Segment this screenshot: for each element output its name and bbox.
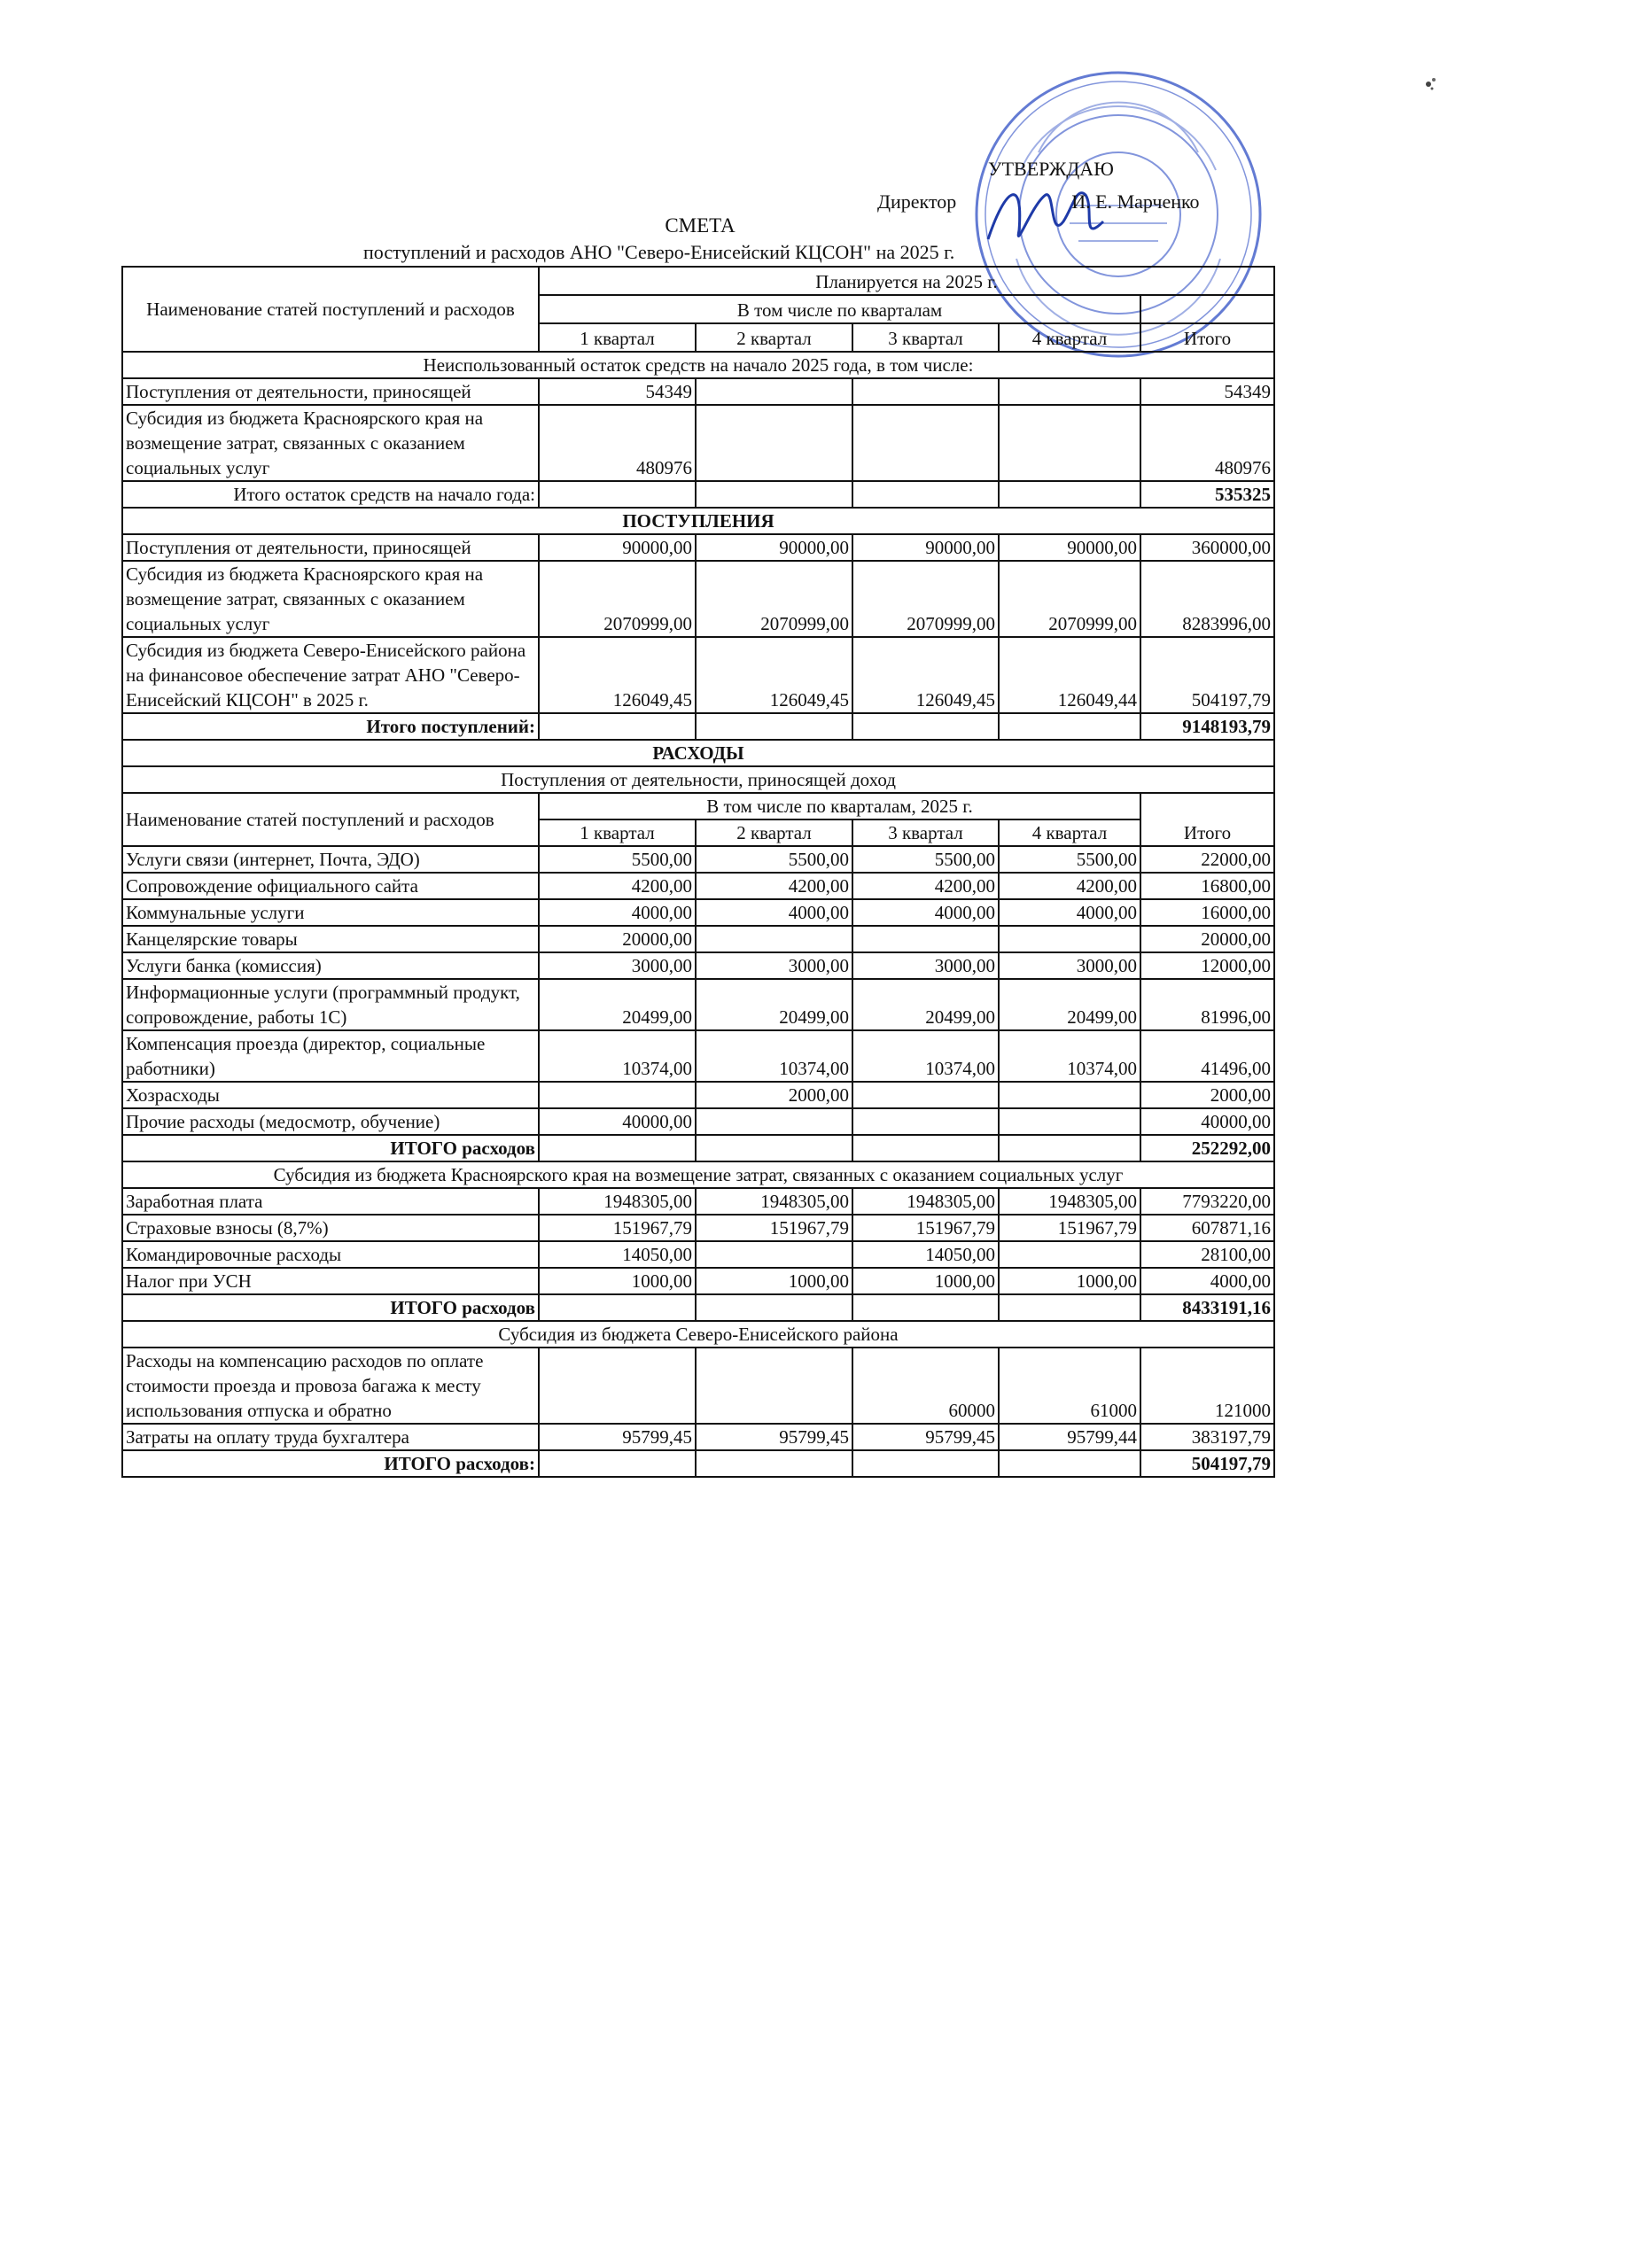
cell-q2: 5500,00	[696, 846, 852, 873]
table-row	[122, 1082, 1274, 1108]
cell-q1: 3000,00	[539, 952, 696, 979]
cell-q1: 20499,00	[539, 979, 696, 1030]
cell-q1: 1948305,00	[539, 1188, 696, 1215]
row-name: Услуги связи (интернет, Почта, ЭДО)	[122, 846, 539, 873]
row-name: Налог при УСН	[122, 1268, 539, 1294]
table-head-row	[122, 267, 1274, 295]
table-row	[122, 846, 1274, 873]
total-value: 252292,00	[1140, 1135, 1274, 1161]
cell-q1: 95799,45	[539, 1424, 696, 1450]
cell-q2: 4200,00	[696, 873, 852, 899]
row-name: Командировочные расходы	[122, 1241, 539, 1268]
cell-q4: 4200,00	[999, 873, 1140, 899]
cell-q3: 2070999,00	[852, 561, 999, 637]
document-title: СМЕТА	[665, 214, 735, 237]
cell-q2	[696, 1108, 852, 1135]
cell-total: 8283996,00	[1140, 561, 1274, 637]
cell-q4: 151967,79	[999, 1215, 1140, 1241]
cell-q3: 1948305,00	[852, 1188, 999, 1215]
subhead-by-quarter: В том числе по кварталам, 2025 г.	[539, 793, 1140, 819]
cell-q4: 90000,00	[999, 534, 1140, 561]
cell-q1	[539, 1082, 696, 1108]
subhead-q3: 3 квартал	[852, 819, 999, 846]
total-label: ИТОГО расходов:	[122, 1450, 539, 1477]
cell-q3: 1000,00	[852, 1268, 999, 1294]
cell-q4: 95799,44	[999, 1424, 1140, 1450]
subhead-q1: 1 квартал	[539, 819, 696, 846]
cell-q1: 2070999,00	[539, 561, 696, 637]
cell-total: 28100,00	[1140, 1241, 1274, 1268]
head-name-col: Наименование статей поступлений и расходов	[122, 267, 539, 352]
cell-total: 504197,79	[1140, 637, 1274, 713]
head-q2: 2 квартал	[696, 323, 852, 352]
row-name: Канцелярские товары	[122, 926, 539, 952]
cell-q3: 3000,00	[852, 952, 999, 979]
cell-total: 12000,00	[1140, 952, 1274, 979]
total-row	[122, 1450, 1274, 1477]
head-planned: Планируется на 2025 г.	[539, 267, 1274, 295]
total-value: 535325	[1140, 481, 1274, 508]
expenses-section1-rows	[122, 846, 1274, 1135]
cell-q4	[999, 1082, 1140, 1108]
total-label: ИТОГО расходов	[122, 1294, 539, 1321]
expenses-section3-rows	[122, 1348, 1274, 1450]
table-row	[122, 979, 1274, 1030]
cell-q1: 10374,00	[539, 1030, 696, 1082]
expenses-section-title: РАСХОДЫ	[122, 740, 1274, 766]
cell-total: 607871,16	[1140, 1215, 1274, 1241]
table-row	[122, 534, 1274, 561]
row-name: Сопровождение официального сайта	[122, 873, 539, 899]
cell-total: 41496,00	[1140, 1030, 1274, 1082]
table-row	[122, 1268, 1274, 1294]
total-label: Итого остаток средств на начало года:	[122, 481, 539, 508]
cell-q2	[696, 926, 852, 952]
head-q1: 1 квартал	[539, 323, 696, 352]
cell-total: 4000,00	[1140, 1268, 1274, 1294]
table-row	[122, 1215, 1274, 1241]
cell-q2: 4000,00	[696, 899, 852, 926]
cell-q3	[852, 926, 999, 952]
cell-q1: 1000,00	[539, 1268, 696, 1294]
scan-speck	[1418, 71, 1444, 97]
cell-q3: 4000,00	[852, 899, 999, 926]
cell-q4: 1948305,00	[999, 1188, 1140, 1215]
cell-total: 22000,00	[1140, 846, 1274, 873]
cell-total: 40000,00	[1140, 1108, 1274, 1135]
cell-q4	[999, 1108, 1140, 1135]
head-q3: 3 квартал	[852, 323, 999, 352]
table-row	[122, 405, 1274, 481]
budget-table	[121, 266, 1275, 1478]
cell-total: 383197,79	[1140, 1424, 1274, 1450]
subhead-q4: 4 квартал	[999, 819, 1140, 846]
expenses-section1-title: Поступления от деятельности, приносящей доход	[122, 766, 1274, 793]
cell-q1: 4000,00	[539, 899, 696, 926]
head-q4: 4 квартал	[999, 323, 1140, 352]
cell-q1: 4200,00	[539, 873, 696, 899]
cell-q2	[696, 1241, 852, 1268]
total-row	[122, 713, 1274, 740]
approve-label: УТВЕРЖДАЮ	[988, 158, 1114, 180]
director-name: И. Е. Марченко	[1071, 190, 1200, 213]
cell-total: 16800,00	[1140, 873, 1274, 899]
cell-q1: 151967,79	[539, 1215, 696, 1241]
table-row	[122, 1348, 1274, 1424]
row-name: Информационные услуги (программный продукт, сопровождение, работы 1С)	[122, 979, 539, 1030]
cell-q1: 54349	[539, 378, 696, 405]
cell-q3: 5500,00	[852, 846, 999, 873]
cell-q1: 126049,45	[539, 637, 696, 713]
table-row	[122, 952, 1274, 979]
balance-section-title: Неиспользованный остаток средств на начало 2025 года, в том числе:	[122, 352, 1274, 378]
table-row	[122, 561, 1274, 637]
cell-q1: 40000,00	[539, 1108, 696, 1135]
cell-q4: 61000	[999, 1348, 1140, 1424]
cell-q3: 14050,00	[852, 1241, 999, 1268]
cell-q3: 4200,00	[852, 873, 999, 899]
cell-q3: 95799,45	[852, 1424, 999, 1450]
row-name: Субсидия из бюджета Красноярского края на возмещение затрат, связанных с оказанием социальных услуг	[122, 405, 539, 481]
head-total: Итого	[1140, 323, 1274, 352]
cell-q4: 2070999,00	[999, 561, 1140, 637]
cell-total: 360000,00	[1140, 534, 1274, 561]
director-label: Директор	[877, 190, 957, 213]
cell-q3: 20499,00	[852, 979, 999, 1030]
cell-q4: 10374,00	[999, 1030, 1140, 1082]
total-row	[122, 481, 1274, 508]
cell-q2: 95799,45	[696, 1424, 852, 1450]
row-name: Хозрасходы	[122, 1082, 539, 1108]
cell-q3: 60000	[852, 1348, 999, 1424]
total-value: 9148193,79	[1140, 713, 1274, 740]
table-row	[122, 926, 1274, 952]
cell-q2: 1000,00	[696, 1268, 852, 1294]
row-name: Страховые взносы (8,7%)	[122, 1215, 539, 1241]
row-name: Субсидия из бюджета Красноярского края на возмещение затрат, связанных с оказанием социальных услуг	[122, 561, 539, 637]
row-name: Поступления от деятельности, приносящей	[122, 534, 539, 561]
cell-q4: 5500,00	[999, 846, 1140, 873]
cell-q4: 1000,00	[999, 1268, 1140, 1294]
cell-q4	[999, 926, 1140, 952]
cell-q2: 126049,45	[696, 637, 852, 713]
expenses-section2-title: Субсидия из бюджета Красноярского края на возмещение затрат, связанных с оказанием социальных услуг	[122, 1161, 1274, 1188]
cell-total: 54349	[1140, 378, 1274, 405]
cell-q4	[999, 1241, 1140, 1268]
table-row	[122, 1241, 1274, 1268]
cell-q1: 20000,00	[539, 926, 696, 952]
cell-q3: 90000,00	[852, 534, 999, 561]
expenses-section3-title: Субсидия из бюджета Северо-Енисейского района	[122, 1321, 1274, 1348]
cell-total: 81996,00	[1140, 979, 1274, 1030]
row-name: Прочие расходы (медосмотр, обучение)	[122, 1108, 539, 1135]
cell-q1: 5500,00	[539, 846, 696, 873]
cell-q2: 2070999,00	[696, 561, 852, 637]
cell-total: 20000,00	[1140, 926, 1274, 952]
cell-total: 16000,00	[1140, 899, 1274, 926]
table-row	[122, 1424, 1274, 1450]
cell-q1: 480976	[539, 405, 696, 481]
table-row	[122, 1108, 1274, 1135]
cell-q2: 90000,00	[696, 534, 852, 561]
cell-q1: 90000,00	[539, 534, 696, 561]
cell-q3: 10374,00	[852, 1030, 999, 1082]
cell-q2: 10374,00	[696, 1030, 852, 1082]
expenses-section2-rows	[122, 1188, 1274, 1294]
cell-q4: 3000,00	[999, 952, 1140, 979]
cell-q2	[696, 1348, 852, 1424]
cell-total: 480976	[1140, 405, 1274, 481]
total-label: ИТОГО расходов	[122, 1135, 539, 1161]
director-line	[877, 190, 1200, 214]
cell-q3	[852, 1108, 999, 1135]
cell-q1	[539, 1348, 696, 1424]
table-row	[122, 637, 1274, 713]
total-row	[122, 1135, 1274, 1161]
table-row	[122, 873, 1274, 899]
total-value: 504197,79	[1140, 1450, 1274, 1477]
row-name: Заработная плата	[122, 1188, 539, 1215]
subhead-q2: 2 квартал	[696, 819, 852, 846]
table-row	[122, 378, 1274, 405]
cell-q2: 2000,00	[696, 1082, 852, 1108]
cell-total: 7793220,00	[1140, 1188, 1274, 1215]
table-row	[122, 1188, 1274, 1215]
cell-q4: 4000,00	[999, 899, 1140, 926]
subhead-row	[122, 793, 1274, 819]
cell-q3	[852, 1082, 999, 1108]
head-by-quarter: В том числе по кварталам	[539, 295, 1140, 323]
cell-total: 121000	[1140, 1348, 1274, 1424]
table-row	[122, 1030, 1274, 1082]
document-subtitle: поступлений и расходов АНО "Северо-Енисейский КЦСОН" на 2025 г.	[363, 241, 955, 263]
total-value: 8433191,16	[1140, 1294, 1274, 1321]
row-name: Услуги банка (комиссия)	[122, 952, 539, 979]
total-label: Итого поступлений:	[122, 713, 539, 740]
row-name: Коммунальные услуги	[122, 899, 539, 926]
cell-q3: 151967,79	[852, 1215, 999, 1241]
row-name: Субсидия из бюджета Северо-Енисейского района на финансовое обеспечение затрат АНО "Северо-Енисейский КЦСОН" в 2025 г.	[122, 637, 539, 713]
table-row	[122, 899, 1274, 926]
cell-q2: 1948305,00	[696, 1188, 852, 1215]
cell-q2: 151967,79	[696, 1215, 852, 1241]
total-row	[122, 1294, 1274, 1321]
cell-q2: 20499,00	[696, 979, 852, 1030]
subhead-name-col: Наименование статей поступлений и расходов	[122, 793, 539, 846]
row-name: Затраты на оплату труда бухгалтера	[122, 1424, 539, 1450]
subhead-total: Итого	[1140, 793, 1274, 846]
cell-q2: 3000,00	[696, 952, 852, 979]
row-name: Компенсация проезда (директор, социальные работники)	[122, 1030, 539, 1082]
cell-q4: 126049,44	[999, 637, 1140, 713]
row-name: Расходы на компенсацию расходов по оплате стоимости проезда и провоза багажа к месту использования отпуска и обратно	[122, 1348, 539, 1424]
cell-q1: 14050,00	[539, 1241, 696, 1268]
cell-total: 2000,00	[1140, 1082, 1274, 1108]
income-section-title: ПОСТУПЛЕНИЯ	[122, 508, 1274, 534]
row-name: Поступления от деятельности, приносящей	[122, 378, 539, 405]
cell-q3: 126049,45	[852, 637, 999, 713]
cell-q4: 20499,00	[999, 979, 1140, 1030]
